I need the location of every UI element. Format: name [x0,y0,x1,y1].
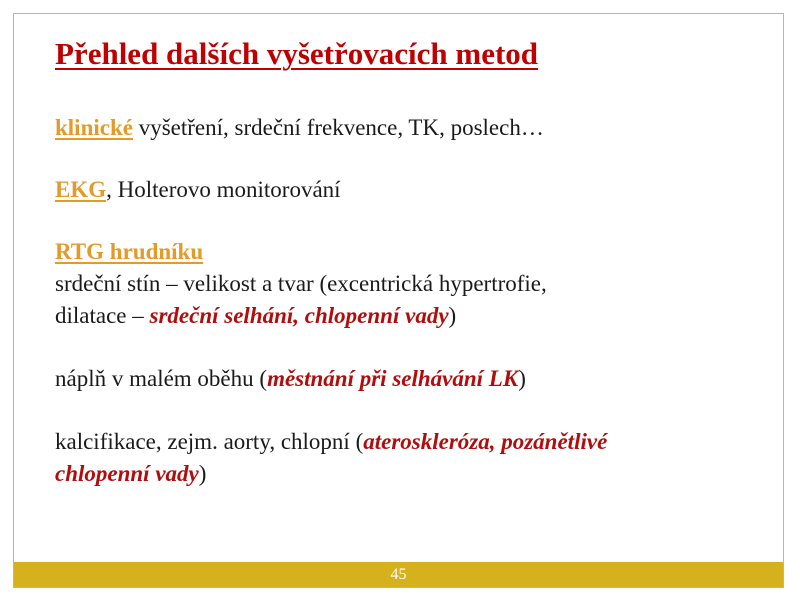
rtg-heading-line [55,236,755,268]
rtg-line2-prefix: dilatace – [55,303,150,328]
rtg-heading-link[interactable]: RTG hrudníku [55,239,204,264]
page-number: 45 [390,566,407,583]
slide-content [55,32,755,490]
rtg-line2 [55,300,755,332]
rtg-line2-emphasis: srdeční selhání, chlopenní vady [149,303,449,328]
page-title: Přehled dalších vyšetřovacích metod [55,36,539,71]
calcification-suffix: ) [198,461,207,486]
ekg-text: , Holterovo monitorování [106,177,341,202]
rtg-line1: srdeční stín – velikost a tvar (excentrická hypertrofie, [55,271,547,296]
congestion-emphasis: městnání při selhávání LK [267,366,519,391]
ekg-item [55,174,755,206]
calcification-line2 [55,458,755,490]
calcification-prefix: kalcifikace, zejm. aorty, chlopní ( [55,429,364,454]
ekg-link[interactable]: EKG [55,177,107,202]
clinical-item [55,112,755,144]
congestion-line [55,363,755,395]
clinical-link[interactable]: klinické [55,115,133,140]
calcification-line1 [55,426,755,458]
footer-band [14,562,783,587]
calcification-emphasis-2: chlopenní vady [55,461,199,486]
congestion-prefix: náplň v malém oběhu ( [55,366,268,391]
congestion-suffix: ) [518,366,526,391]
calcification-emphasis-1: ateroskleróza, pozánětlivé [363,429,608,454]
clinical-text: vyšetření, srdeční frekvence, TK, poslech… [132,115,544,140]
rtg-line2-suffix: ) [448,303,457,328]
